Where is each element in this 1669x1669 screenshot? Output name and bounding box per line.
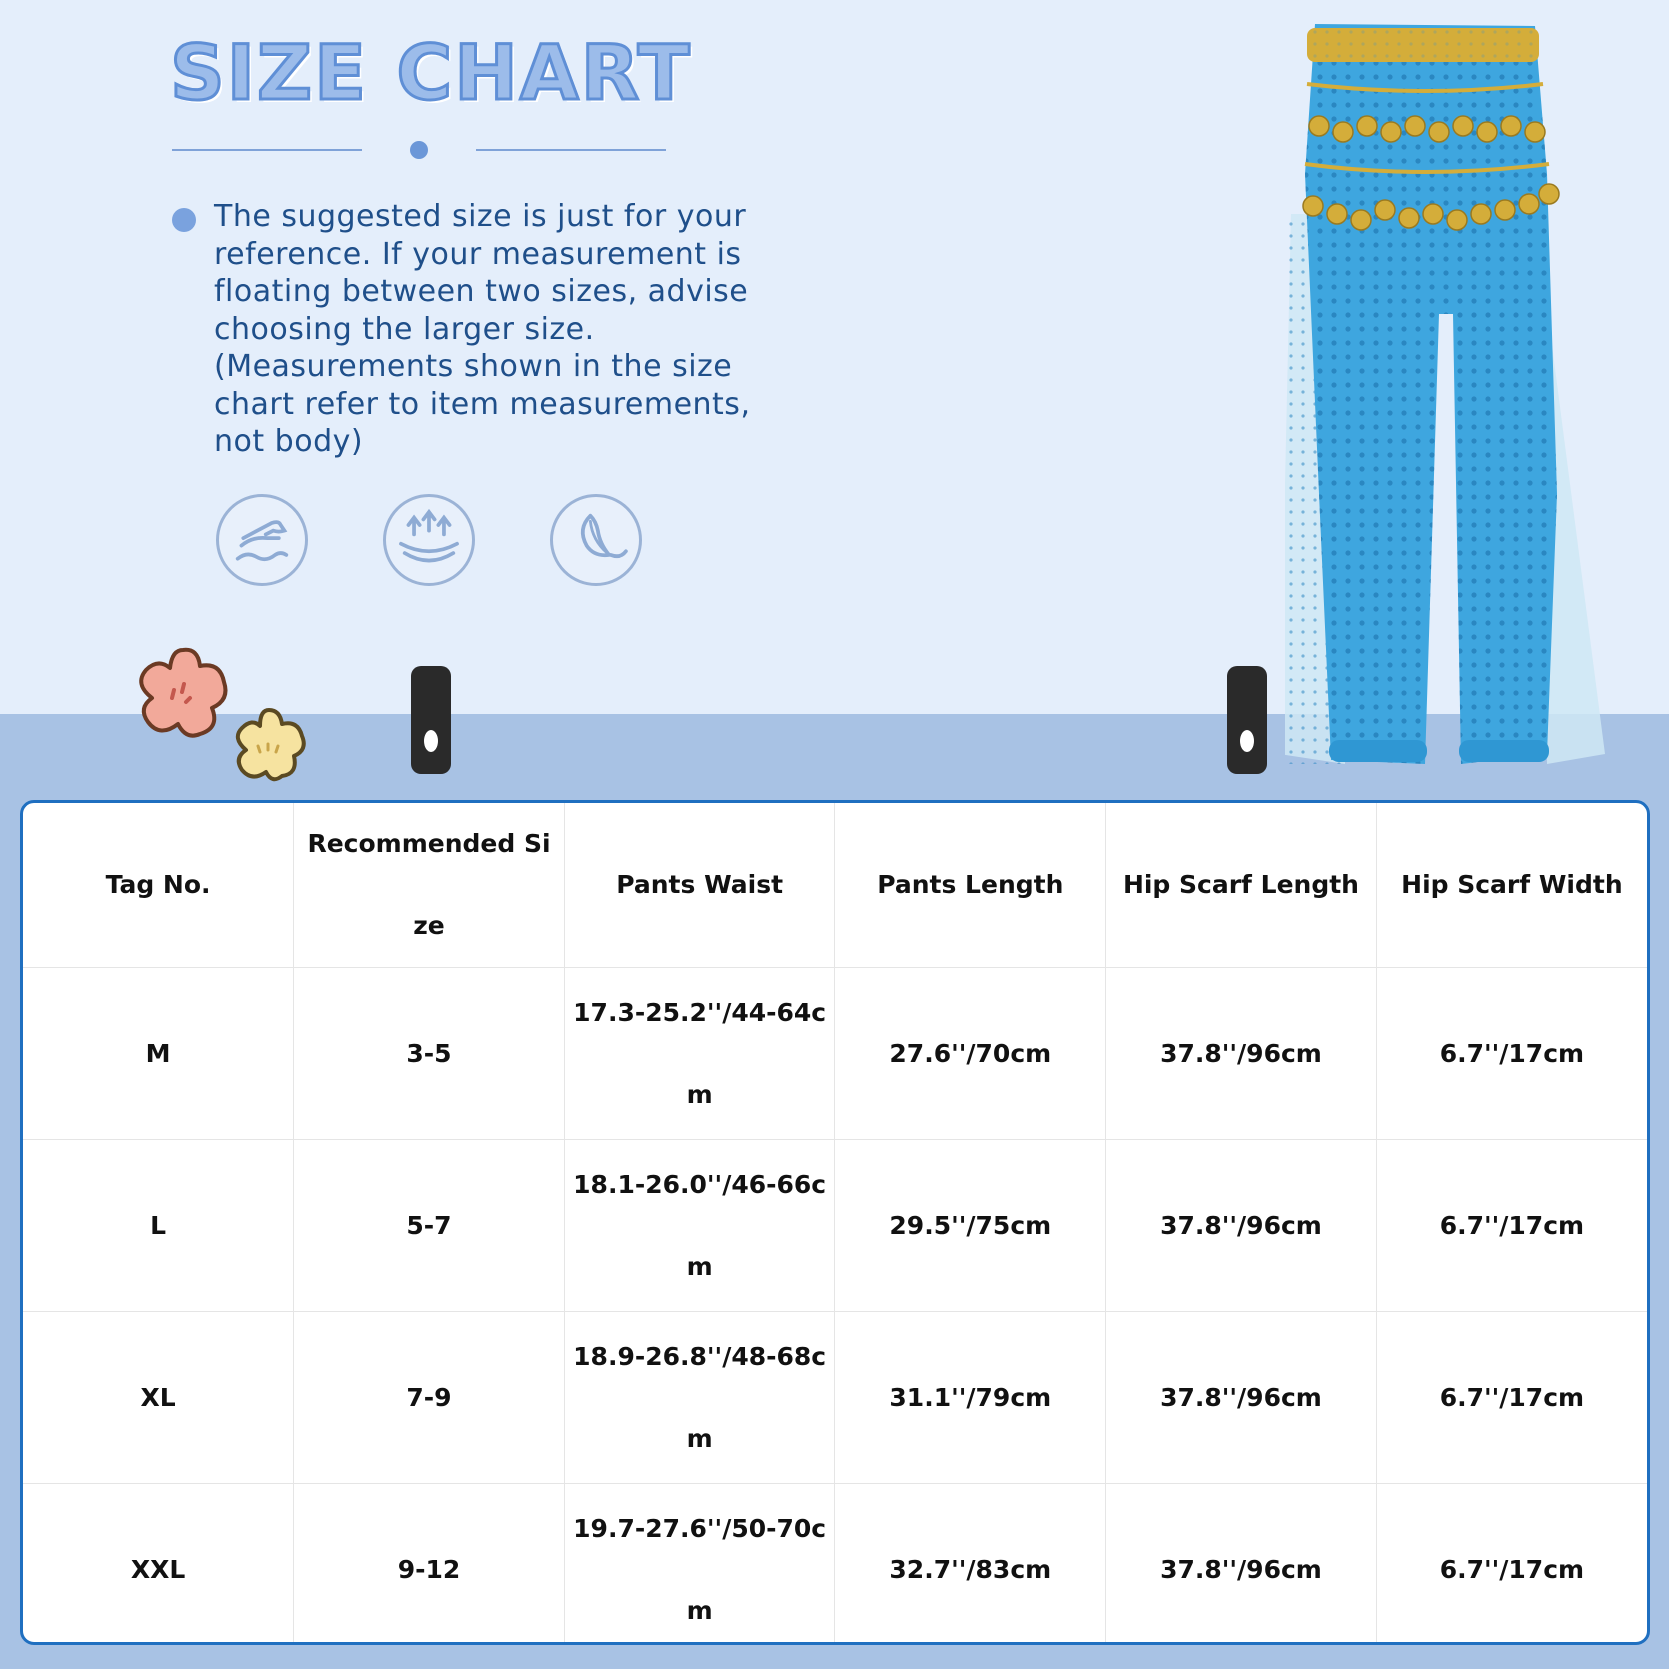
cell-hip-scarf-width: 6.7''/17cm — [1376, 968, 1647, 1140]
cell-tag-no: M — [23, 968, 294, 1140]
cell-hip-scarf-length: 37.8''/96cm — [1106, 968, 1377, 1140]
divider-left — [172, 149, 362, 151]
hand-wash-icon — [216, 494, 308, 586]
cell-pants-length: 32.7''/83cm — [835, 1484, 1106, 1646]
size-table-card — [20, 800, 1650, 1645]
cell-pants-waist: 18.9-26.8''/48-68cm — [564, 1312, 835, 1484]
cell-pants-length: 29.5''/75cm — [835, 1140, 1106, 1312]
pink-flower-icon — [128, 640, 238, 750]
cell-pants-length: 27.6''/70cm — [835, 968, 1106, 1140]
divider-right — [476, 149, 666, 151]
clip-left — [411, 666, 451, 774]
size-note: The suggested size is just for your reference. If your measurement is floating between two sizes, advise choosing the larger size. (Measurements shown in the size chart refer to item measurements, not body) — [214, 199, 751, 459]
cell-tag-no: XXL — [23, 1484, 294, 1646]
cell-hip-scarf-width: 6.7''/17cm — [1376, 1312, 1647, 1484]
header-tag-no: Tag No. — [23, 803, 294, 968]
soft-feather-icon — [550, 494, 642, 586]
cell-pants-waist: 19.7-27.6''/50-70cm — [564, 1484, 835, 1646]
divider-dot — [410, 141, 428, 159]
header-pants-waist: Pants Waist — [564, 803, 835, 968]
cell-hip-scarf-length: 37.8''/96cm — [1106, 1140, 1377, 1312]
table-row — [23, 1484, 1647, 1646]
cell-recommended-size: 7-9 — [294, 1312, 565, 1484]
bullet-dot — [172, 208, 196, 232]
table-header-row — [23, 803, 1647, 968]
clip-right — [1227, 666, 1267, 774]
cell-pants-length: 31.1''/79cm — [835, 1312, 1106, 1484]
table-row — [23, 1312, 1647, 1484]
product-illustration — [1285, 14, 1605, 774]
size-table — [23, 803, 1647, 1645]
page-title: SIZE CHART — [170, 28, 692, 117]
cell-recommended-size: 5-7 — [294, 1140, 565, 1312]
yellow-flower-icon — [224, 704, 314, 790]
table-row — [23, 1140, 1647, 1312]
cell-recommended-size: 9-12 — [294, 1484, 565, 1646]
cell-hip-scarf-width: 6.7''/17cm — [1376, 1484, 1647, 1646]
cell-tag-no: XL — [23, 1312, 294, 1484]
header-recommended-size: Recommended Size — [294, 803, 565, 968]
table-row — [23, 968, 1647, 1140]
cell-hip-scarf-width: 6.7''/17cm — [1376, 1140, 1647, 1312]
cell-tag-no: L — [23, 1140, 294, 1312]
cell-pants-waist: 18.1-26.0''/46-66cm — [564, 1140, 835, 1312]
header-hip-scarf-width: Hip Scarf Width — [1376, 803, 1647, 968]
stretch-icon — [383, 494, 475, 586]
cell-hip-scarf-length: 37.8''/96cm — [1106, 1312, 1377, 1484]
header-hip-scarf-length: Hip Scarf Length — [1106, 803, 1377, 968]
cell-recommended-size: 3-5 — [294, 968, 565, 1140]
cell-pants-waist: 17.3-25.2''/44-64cm — [564, 968, 835, 1140]
cell-hip-scarf-length: 37.8''/96cm — [1106, 1484, 1377, 1646]
header-pants-length: Pants Length — [835, 803, 1106, 968]
